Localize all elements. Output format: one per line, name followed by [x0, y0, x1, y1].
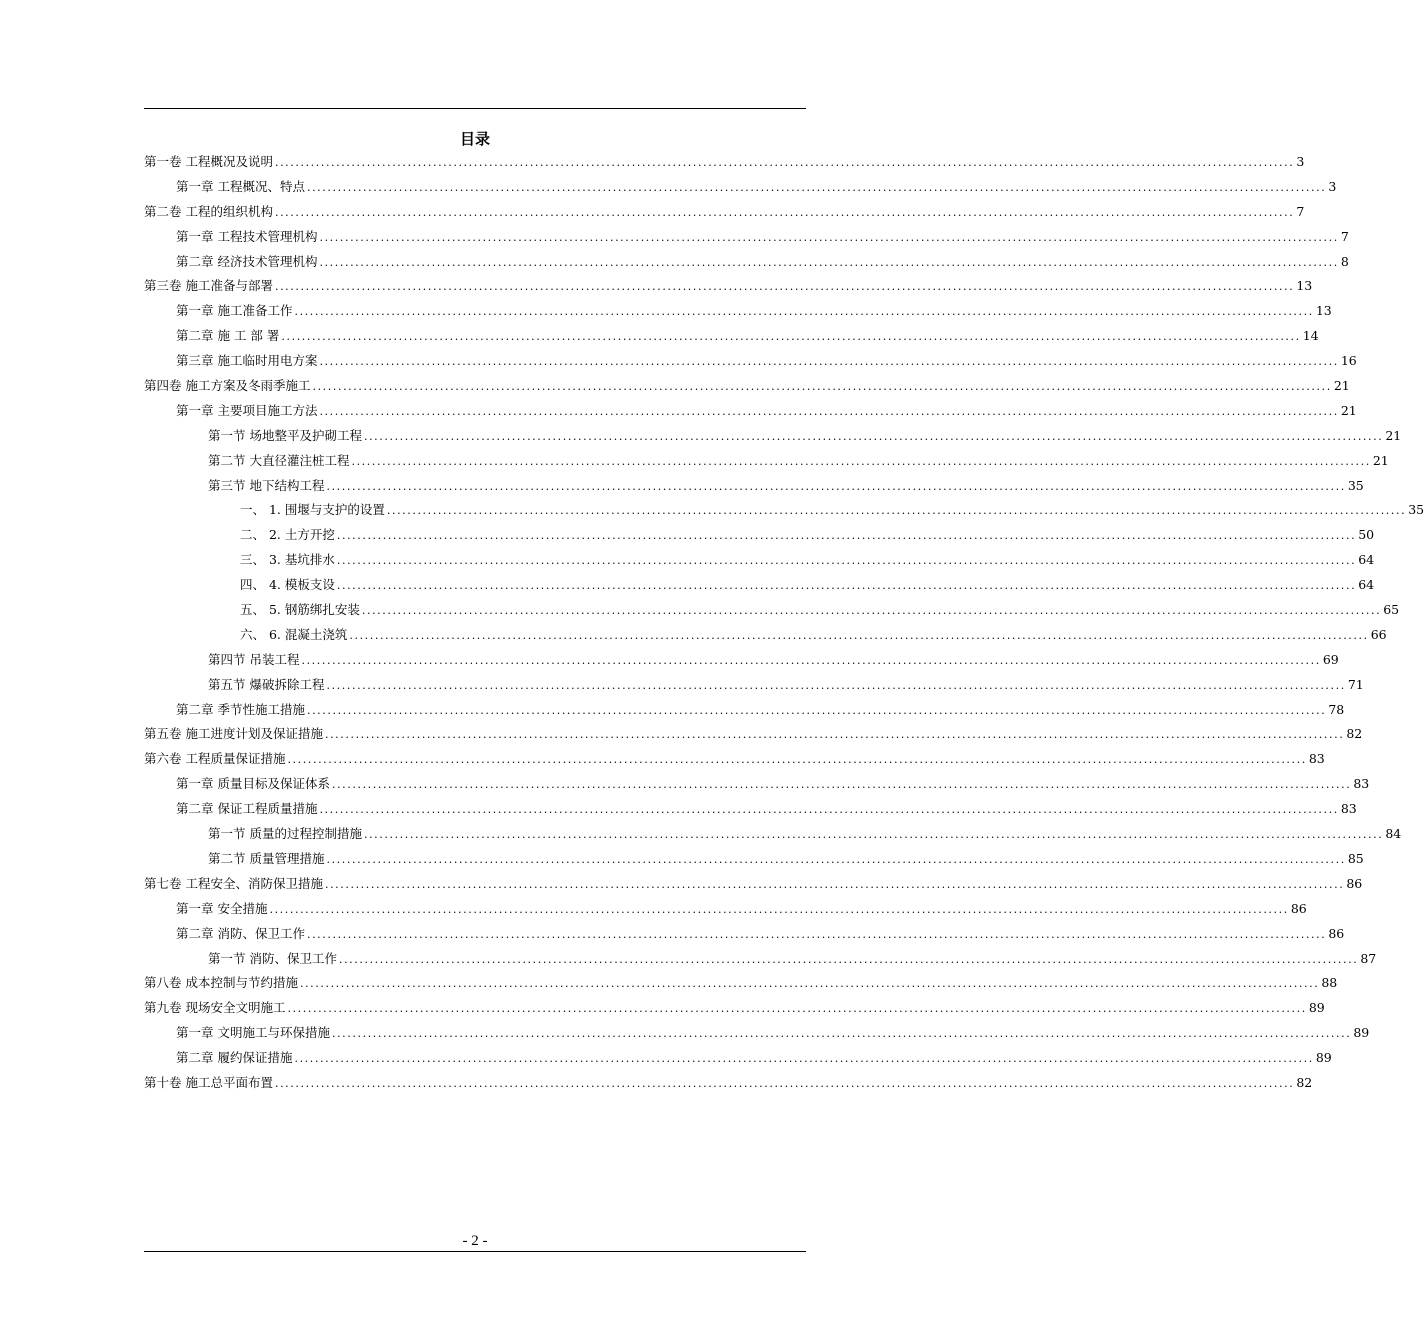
toc-leader-dots: ........................................................................................................................................................................................................ — [306, 927, 1327, 941]
toc-title: 目录 — [459, 130, 490, 148]
toc-entry-page: 64 — [1358, 577, 1375, 593]
toc-entry[interactable] — [144, 274, 1313, 299]
toc-leader-dots: ........................................................................................................................................................................................................ — [299, 977, 1320, 991]
toc-entry-page: 89 — [1308, 1000, 1325, 1016]
toc-leader-dots: ........................................................................................................................................................................................................ — [336, 529, 1357, 543]
toc-entry-page: 35 — [1347, 477, 1364, 493]
toc-entry[interactable] — [144, 772, 1370, 797]
toc-entry[interactable] — [144, 474, 1364, 499]
toc-entry-title: 第三章 施工临时用电方案 — [176, 353, 318, 369]
toc-entry-page: 78 — [1328, 701, 1345, 717]
toc-entry-title: 第一章 主要项目施工方法 — [176, 402, 318, 418]
toc-entry[interactable] — [144, 299, 1332, 324]
toc-entry-title: 第一章 质量目标及保证体系 — [176, 776, 330, 792]
toc-leader-dots: ........................................................................................................................................................................................................ — [319, 355, 1339, 369]
toc-entry[interactable] — [144, 847, 1364, 872]
toc-entry[interactable] — [144, 698, 1345, 723]
toc-entry[interactable] — [144, 150, 1305, 175]
toc-entry-page: 85 — [1347, 850, 1364, 866]
toc-leader-dots: ........................................................................................................................................................................................................ — [301, 653, 1321, 667]
toc-entry-page: 82 — [1346, 726, 1363, 742]
toc-entry[interactable] — [144, 449, 1389, 474]
toc-leader-dots: ........................................................................................................................................................................................................ — [306, 703, 1327, 717]
toc-entry-title: 第二章 施 工 部 署 — [176, 328, 280, 344]
toc-leader-dots: ........................................................................................................................................................................................................ — [274, 156, 1295, 169]
toc-entry-title: 第三卷 施工准备与部署 — [144, 278, 273, 294]
toc-leader-dots: ........................................................................................................................................................................................................ — [319, 803, 1339, 817]
toc-leader-dots: ........................................................................................................................................................................................................ — [269, 902, 1289, 916]
toc-entry-title: 第四节 吊装工程 — [208, 651, 300, 667]
toc-entry-title: 第一卷 工程概况及说明 — [144, 154, 273, 169]
toc-entry[interactable] — [144, 1071, 1313, 1096]
toc-entry-page: 65 — [1383, 602, 1400, 618]
toc-entry[interactable] — [144, 498, 1424, 523]
toc-entry-title: 第三节 地下结构工程 — [208, 477, 325, 493]
toc-entry[interactable] — [144, 523, 1375, 548]
toc-leader-dots: ........................................................................................................................................................................................................ — [351, 454, 1371, 468]
toc-entry-page: 87 — [1360, 950, 1377, 966]
toc-entry-title: 第七卷 工程安全、消防保卫措施 — [144, 875, 323, 891]
toc-entry[interactable] — [144, 548, 1375, 573]
footer-rule — [144, 1251, 806, 1252]
toc-leader-dots: ........................................................................................................................................................................................................ — [319, 230, 1339, 244]
toc-entry-title: 一、 1. 围堰与支护的设置 — [240, 502, 385, 518]
toc-entry[interactable] — [144, 747, 1325, 772]
toc-leader-dots: ........................................................................................................................................................................................................ — [294, 1052, 1314, 1066]
toc-entry[interactable] — [144, 598, 1400, 623]
toc-entry-title: 第六卷 工程质量保证措施 — [144, 751, 286, 767]
toc-entry-page: 71 — [1347, 676, 1364, 692]
toc-entry-page: 69 — [1322, 651, 1339, 667]
toc-leader-dots: ........................................................................................................................................................................................................ — [274, 205, 1295, 219]
toc-entry-page: 83 — [1353, 776, 1370, 792]
toc-entry-page: 86 — [1328, 925, 1345, 941]
toc-entry[interactable] — [144, 623, 1387, 648]
toc-entry[interactable] — [144, 822, 1402, 847]
toc-entry-title: 第一节 质量的过程控制措施 — [208, 826, 362, 842]
toc-leader-dots: ........................................................................................................................................................................................................ — [287, 1002, 1307, 1016]
toc-leader-dots: ........................................................................................................................................................................................................ — [274, 280, 1295, 294]
toc-entry-title: 第四卷 施工方案及冬雨季施工 — [144, 378, 311, 394]
toc-entry-title: 第五卷 施工进度计划及保证措施 — [144, 726, 323, 742]
toc-leader-dots: ........................................................................................................................................................................................................ — [319, 255, 1339, 269]
toc-entry-title: 第一章 安全措施 — [176, 900, 268, 916]
toc-leader-dots: ........................................................................................................................................................................................................ — [294, 305, 1314, 319]
toc-entry-title: 二、 2. 土方开挖 — [240, 527, 335, 543]
toc-entry[interactable] — [144, 797, 1357, 822]
toc-entry-page: 7 — [1340, 228, 1349, 244]
toc-entry-title: 第一章 工程概况、特点 — [176, 178, 305, 194]
toc-leader-dots: ........................................................................................................................................................................................................ — [312, 380, 1332, 394]
toc-entry-page: 8 — [1340, 253, 1349, 269]
toc-entry-title: 五、 5. 钢筋绑扎安装 — [240, 602, 360, 618]
toc-entry-page: 7 — [1296, 203, 1305, 219]
toc-leader-dots: ........................................................................................................................................................................................................ — [281, 330, 1301, 344]
toc-leader-dots: ........................................................................................................................................................................................................ — [336, 554, 1357, 568]
toc-leader-dots: ........................................................................................................................................................................................................ — [349, 628, 1369, 642]
toc-leader-dots: ........................................................................................................................................................................................................ — [326, 678, 1346, 692]
toc-leader-dots: ........................................................................................................................................................................................................ — [287, 753, 1307, 767]
toc-entry[interactable] — [144, 648, 1339, 673]
table-of-contents — [144, 150, 1424, 1096]
toc-entry-title: 第二节 大直径灌注桩工程 — [208, 452, 350, 468]
toc-entry[interactable] — [144, 722, 1363, 747]
toc-entry[interactable] — [144, 175, 1337, 200]
toc-leader-dots: ........................................................................................................................................................................................................ — [306, 180, 1327, 194]
toc-entry-title: 第九卷 现场安全文明施工 — [144, 1000, 286, 1016]
toc-entry-page: 50 — [1358, 527, 1375, 543]
toc-entry-page: 83 — [1308, 751, 1325, 767]
toc-leader-dots: ........................................................................................................................................................................................................ — [386, 504, 1407, 518]
toc-entry-title: 第十卷 施工总平面布置 — [144, 1074, 273, 1090]
toc-entry-page: 16 — [1340, 353, 1357, 369]
toc-entry-title: 第二章 消防、保卫工作 — [176, 925, 305, 941]
toc-entry-page: 14 — [1302, 328, 1319, 344]
toc-entry[interactable] — [144, 897, 1307, 922]
toc-entry-page: 13 — [1315, 303, 1332, 319]
toc-entry[interactable] — [144, 872, 1363, 897]
toc-entry-title: 第五节 爆破拆除工程 — [208, 676, 325, 692]
toc-leader-dots: ........................................................................................................................................................................................................ — [331, 1027, 1352, 1041]
header-rule — [144, 108, 806, 109]
toc-entry-title: 四、 4. 模板支设 — [240, 577, 335, 593]
toc-entry[interactable] — [144, 225, 1349, 250]
toc-entry-title: 第一章 工程技术管理机构 — [176, 228, 318, 244]
toc-entry-title: 三、 3. 基坑排水 — [240, 552, 335, 568]
toc-entry-title: 六、 6. 混凝土浇筑 — [240, 626, 348, 642]
toc-entry[interactable] — [144, 947, 1377, 972]
toc-entry[interactable] — [144, 673, 1364, 698]
toc-entry-title: 第二卷 工程的组织机构 — [144, 203, 273, 219]
toc-entry[interactable] — [144, 424, 1402, 449]
toc-entry-page: 89 — [1315, 1050, 1332, 1066]
toc-entry-title: 第一章 施工准备工作 — [176, 303, 293, 319]
toc-entry-page: 21 — [1333, 378, 1350, 394]
toc-leader-dots: ........................................................................................................................................................................................................ — [324, 877, 1345, 891]
toc-entry-page: 3 — [1328, 178, 1337, 194]
toc-entry[interactable] — [144, 971, 1338, 996]
toc-entry-page: 13 — [1296, 278, 1313, 294]
toc-leader-dots: ........................................................................................................................................................................................................ — [338, 952, 1359, 966]
toc-entry-page: 66 — [1370, 626, 1387, 642]
toc-entry-page: 86 — [1290, 900, 1307, 916]
page-number: - 2 - — [462, 1233, 488, 1249]
toc-leader-dots: ........................................................................................................................................................................................................ — [319, 404, 1339, 418]
toc-entry-title: 第一章 文明施工与环保措施 — [176, 1025, 330, 1041]
toc-entry-title: 第二章 保证工程质量措施 — [176, 801, 318, 817]
toc-entry-page: 84 — [1385, 826, 1402, 842]
toc-entry[interactable] — [144, 200, 1305, 225]
toc-entry[interactable] — [144, 996, 1325, 1021]
toc-leader-dots: ........................................................................................................................................................................................................ — [363, 429, 1384, 443]
toc-entry-title: 第一节 消防、保卫工作 — [208, 950, 337, 966]
toc-entry[interactable] — [144, 573, 1375, 598]
toc-entry[interactable] — [144, 922, 1345, 947]
toc-entry-page: 21 — [1372, 452, 1389, 468]
toc-entry[interactable] — [144, 374, 1350, 399]
toc-entry-title: 第一节 场地整平及护砌工程 — [208, 427, 362, 443]
toc-entry[interactable] — [144, 324, 1319, 349]
toc-entry-page: 83 — [1340, 801, 1357, 817]
toc-entry-title: 第八卷 成本控制与节约措施 — [144, 975, 298, 991]
toc-leader-dots: ........................................................................................................................................................................................................ — [363, 828, 1384, 842]
toc-entry-title: 第二章 经济技术管理机构 — [176, 253, 318, 269]
toc-entry[interactable] — [144, 1046, 1332, 1071]
toc-entry[interactable] — [144, 1021, 1370, 1046]
toc-entry-page: 88 — [1321, 975, 1338, 991]
toc-leader-dots: ........................................................................................................................................................................................................ — [326, 479, 1346, 493]
toc-entry-page: 86 — [1346, 875, 1363, 891]
toc-leader-dots: ........................................................................................................................................................................................................ — [274, 1076, 1295, 1090]
toc-entry-page: 21 — [1340, 402, 1357, 418]
toc-leader-dots: ........................................................................................................................................................................................................ — [361, 604, 1382, 618]
toc-entry[interactable] — [144, 399, 1357, 424]
toc-entry-page: 64 — [1358, 552, 1375, 568]
toc-leader-dots: ........................................................................................................................................................................................................ — [326, 852, 1346, 866]
toc-entry-page: 89 — [1353, 1025, 1370, 1041]
toc-entry-title: 第二章 履约保证措施 — [176, 1050, 293, 1066]
toc-entry-title: 第二节 质量管理措施 — [208, 850, 325, 866]
toc-entry-page: 82 — [1296, 1074, 1313, 1090]
toc-entry-page: 35 — [1408, 502, 1424, 518]
toc-leader-dots: ........................................................................................................................................................................................................ — [324, 728, 1345, 742]
toc-entry[interactable] — [144, 250, 1349, 275]
toc-leader-dots: ........................................................................................................................................................................................................ — [331, 778, 1352, 792]
toc-entry-page: 3 — [1296, 154, 1305, 169]
toc-entry[interactable] — [144, 349, 1357, 374]
toc-entry-title: 第二章 季节性施工措施 — [176, 701, 305, 717]
toc-leader-dots: ........................................................................................................................................................................................................ — [336, 579, 1357, 593]
toc-entry-page: 21 — [1385, 427, 1402, 443]
